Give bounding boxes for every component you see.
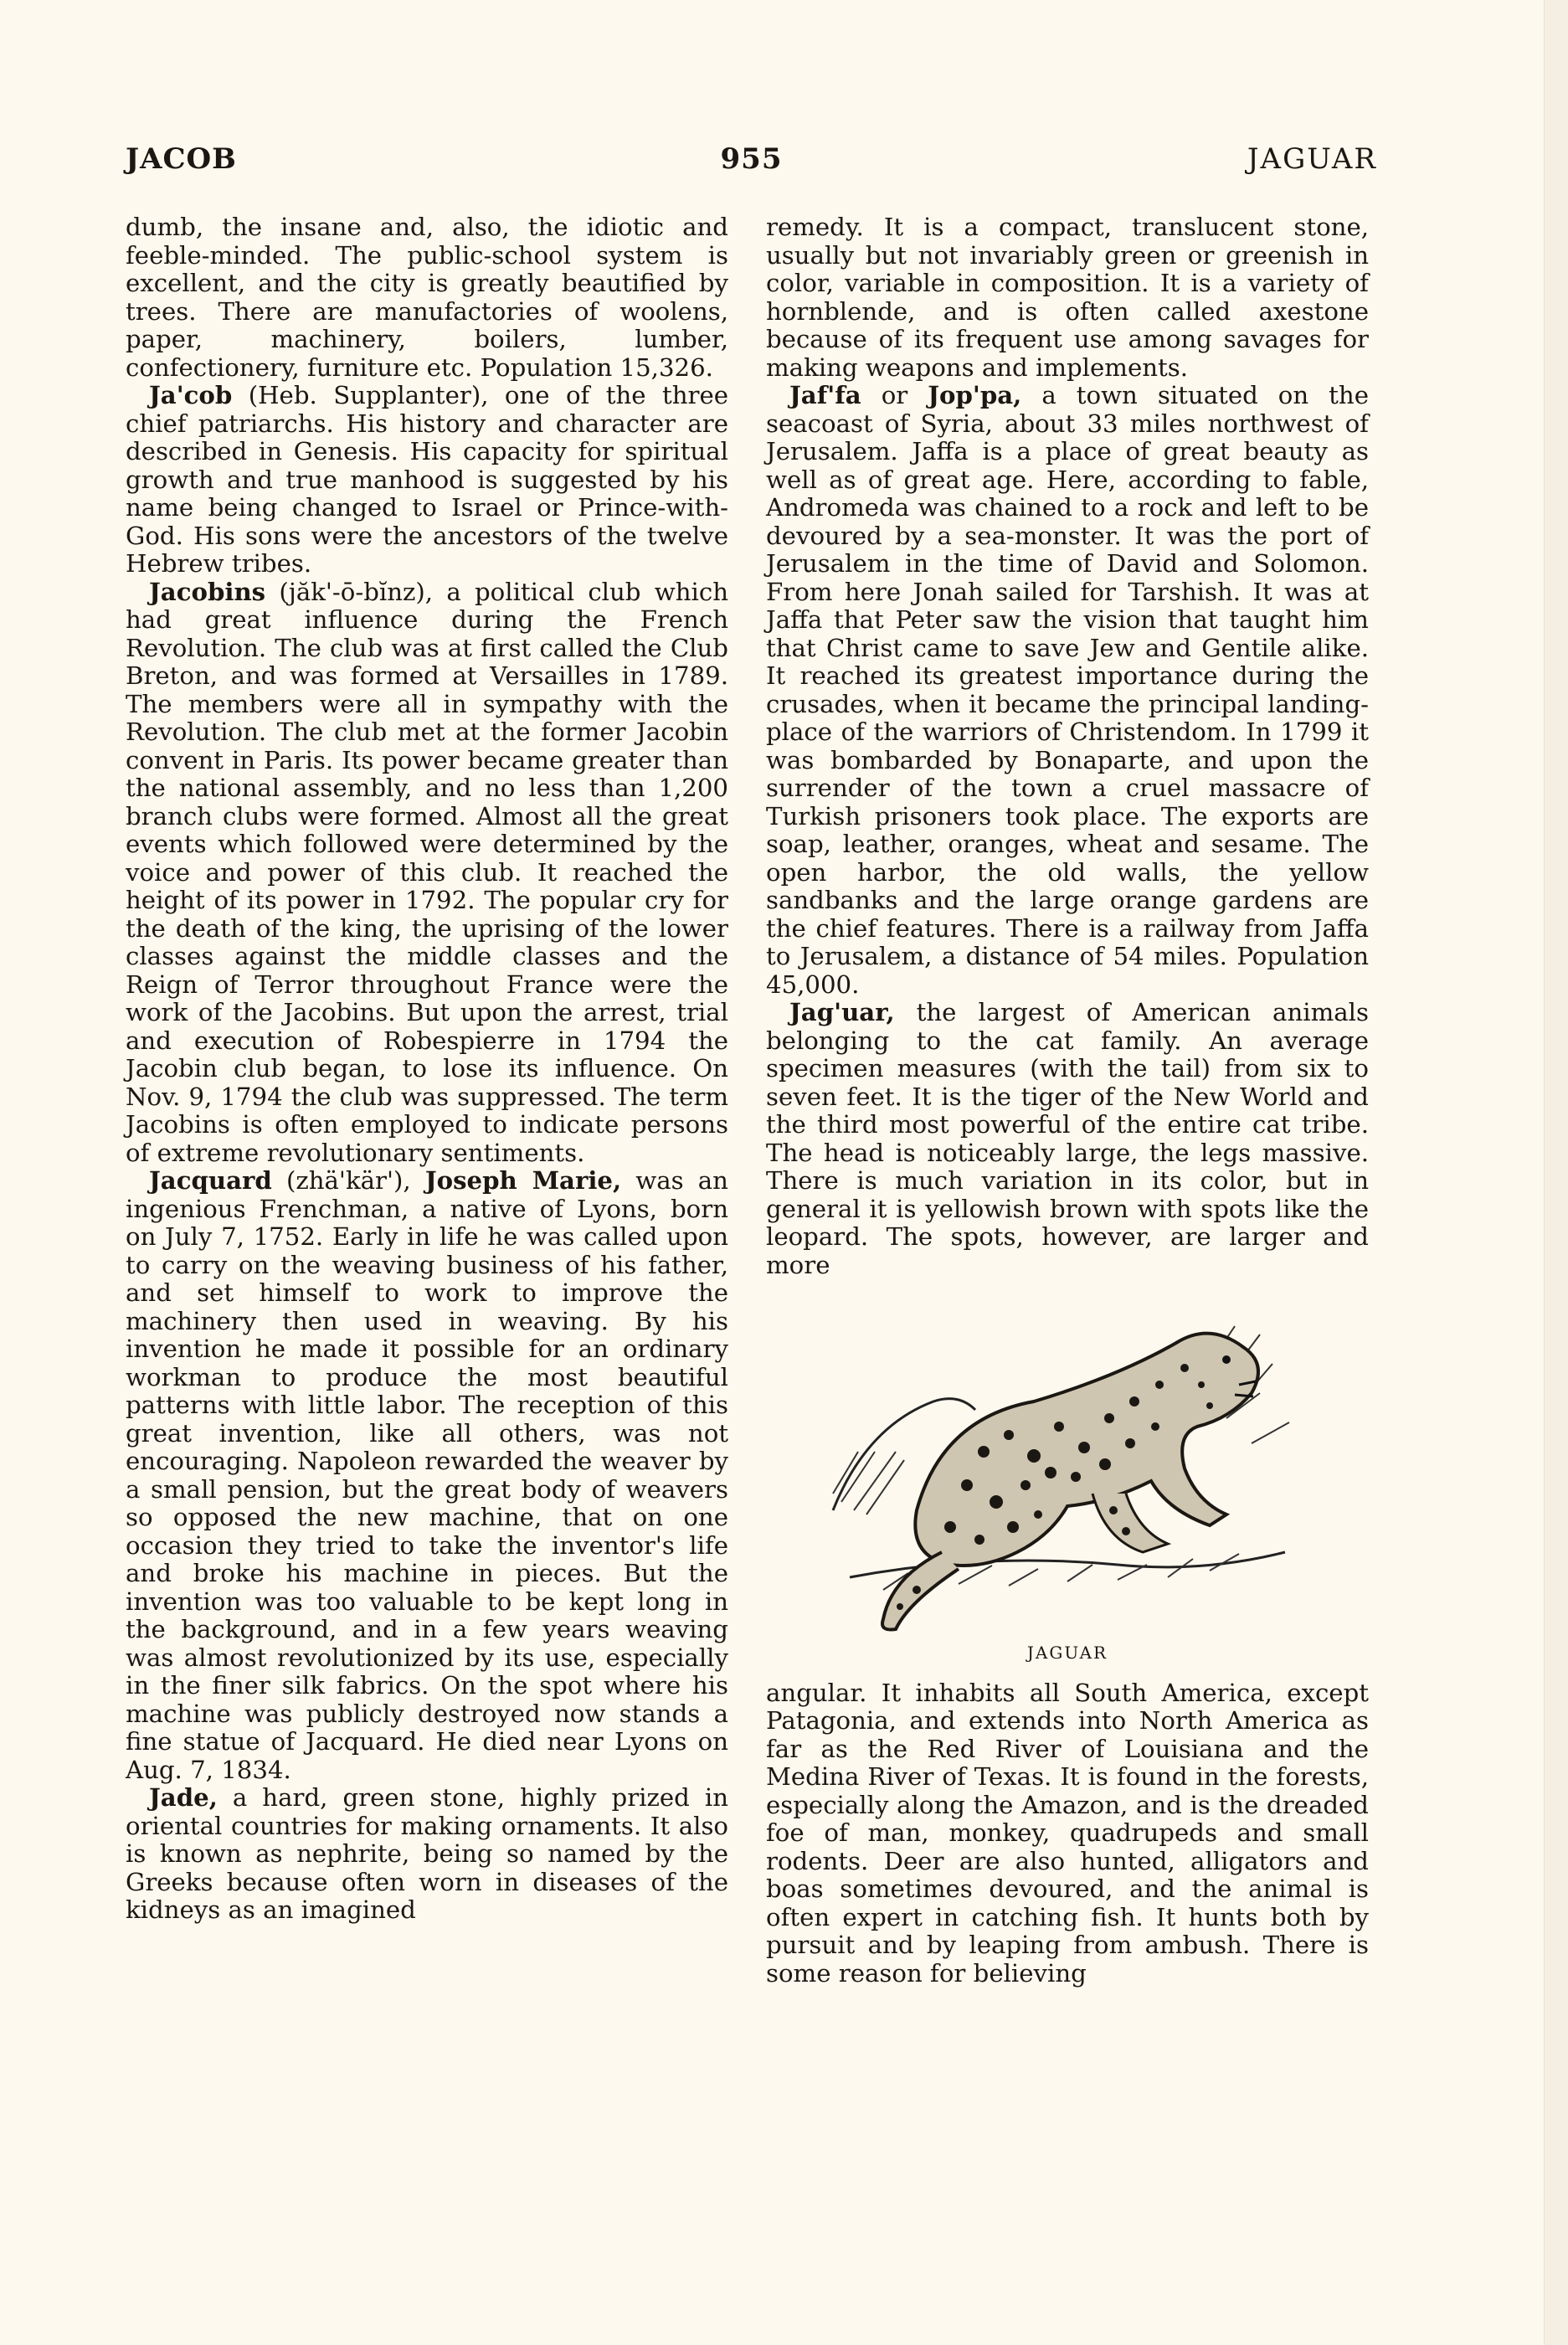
- left-column: [126, 213, 728, 1925]
- pronunciation: (zhä'kär'),: [271, 1166, 425, 1195]
- entry-text: a town situated on the seacoast of Syria, about 33 miles northwest of Jerusalem. Jaffa is a place of great beauty as well as of great age. Here, according to fable, Andromeda was chained to a rock and left to be devoured by a sea-monster. It was the port of Jerusalem in the time of David and Solomon. From here Jonah sailed for Tarshish. It was at Jaffa that Peter saw the vision that taught him that Christ came to save Jew and Gentile alike. It reached its greatest importance during the crusades, when it became the principal landing-place of the warriors of Christendom. In 1799 it was bombarded by Bonaparte, and upon the surrender of the town a cruel massacre of Turkish prisoners took place. The exports are soap, leather, oranges, wheat and sesame. The open harbor, the old walls, the yellow sandbanks and the large orange gardens are the chief features. There is a railway from Jaffa to Jerusalem, a distance of 54 miles. Population 45,000.: [766, 381, 1369, 999]
- right-column: [766, 213, 1369, 1988]
- header-left-guide-word: JACOB: [126, 142, 237, 176]
- headword-alt: Jop'pa,: [928, 381, 1022, 409]
- paragraph: remedy. It is a compact, translucent stone, usually but not invariably green or greenish in color, variable in composition. It is a variety of hornblende, and is often called axestone because of its frequent use among savages for making weapons and implements.: [766, 213, 1369, 382]
- entry-jacobins: [126, 579, 728, 1168]
- paragraph: angular. It inhabits all South America, except Patagonia, and extends into North America as far as the Red River of Louisiana and the Medina River of Texas. It is found in the forests, especially along the Amazon, and is the dreaded foe of man, monkey, quadrupeds and small rodents. Deer are also hunted, alligators and boas sometimes devoured, and the animal is often expert in catching fish. It hunts both by pursuit and by leaping from ambush. There is some reason for believing: [766, 1678, 1369, 1988]
- header-right-guide-word: JAGUAR: [1247, 142, 1377, 176]
- entry-text: a hard, green stone, highly prized in oriental countries for making ornaments. It also is known as nephrite, being so named by the Greeks because often worn in diseases of the kidneys as an imagined: [126, 1783, 728, 1924]
- running-header: [126, 142, 1377, 193]
- headword: Jaf'fa: [789, 381, 861, 409]
- headword: Jacquard: [149, 1166, 272, 1195]
- connector: or: [861, 381, 928, 409]
- headword-name: Joseph Marie,: [424, 1166, 622, 1195]
- headword: Jade,: [149, 1783, 218, 1812]
- entry-text: was an ingenious Frenchman, a native of Lyons, born on July 7, 1752. Early in life he was called upon to carry on the weaving business of his father, and set himself to work to improve the machinery then used in weaving. By his invention he made it possible for an ordinary workman to produce the most beautiful patterns with little labor. The reception of this great invention, like all others, was not encouraging. Napoleon rewarded the weaver by a small pension, but the great body of weavers so opposed the new machine, that on one occasion they tried to take the inventor's life and broke his machine in pieces. But the invention was too valuable to be kept long in the background, and in a few years weaving was almost revolutionized by its use, especially in the finer silk fabrics. On the spot where his machine was publicly destroyed now stands a fine statue of Jacquard. He died near Lyons on Aug. 7, 1834.: [126, 1166, 728, 1784]
- page-number: 955: [720, 142, 783, 176]
- headword: Jag'uar,: [789, 998, 895, 1026]
- entry-text: (Heb. Supplanter), one of the three chief patriarchs. His history and character are described in Genesis. His capacity for spiritual growth and true manhood is suggested by his name being changed to Israel or Prince-with-God. His sons were the ancestors of the twelve Hebrew tribes.: [126, 381, 728, 578]
- entry-jaffa: [766, 382, 1369, 999]
- entry-jade: [126, 1784, 728, 1925]
- jaguar-engraving-icon: [816, 1301, 1319, 1636]
- entry-jaguar: [766, 999, 1369, 1279]
- entry-text: the largest of American animals belonging to the cat family. An average specimen measures (with the tail) from six to seven feet. It is the tiger of the New World and the third most powerful of the entire cat tribe. The head is noticeably large, the legs massive. There is much variation in its color, but in general it is yellowish brown with spots like the leopard. The spots, however, are larger and more: [766, 998, 1369, 1279]
- figure-caption: JAGUAR: [1026, 1643, 1108, 1663]
- headword: Jacobins: [149, 577, 266, 606]
- page-edge: [1544, 0, 1568, 2345]
- jaguar-illustration: [766, 1301, 1369, 1636]
- paragraph: dumb, the insane and, also, the idiotic and feeble-minded. The public-school system is excellent, and the city is greatly beautified by trees. There are manufactories of woolens, paper, machinery, boilers, lumber, confectionery, furniture etc. Population 15,326.: [126, 213, 728, 382]
- entry-jacob: [126, 382, 728, 579]
- entry-text: (jăk'-ō-bĭnz), a political club which had great influence during the French Revolution. The club was at first called the Club Breton, and was formed at Versailles in 1789. The members were all in sympathy with the Revolution. The club met at the former Jacobin convent in Paris. Its power became greater than the national assembly, and no less than 1,200 branch clubs were formed. Almost all the great events which followed were determined by the voice and power of this club. It reached the height of its power in 1792. The popular cry for the death of the king, the uprising of the lower classes against the middle classes and the Reign of Terror throughout France were the work of the Jacobins. But upon the arrest, trial and execution of Robespierre in 1794 the Jacobin club began, to lose its influence. On Nov. 9, 1794 the club was suppressed. The term Jacobins is often employed to indicate persons of extreme revolutionary sentiments.: [126, 577, 728, 1167]
- entry-jacquard: [126, 1167, 728, 1784]
- headword: Ja'cob: [149, 381, 233, 409]
